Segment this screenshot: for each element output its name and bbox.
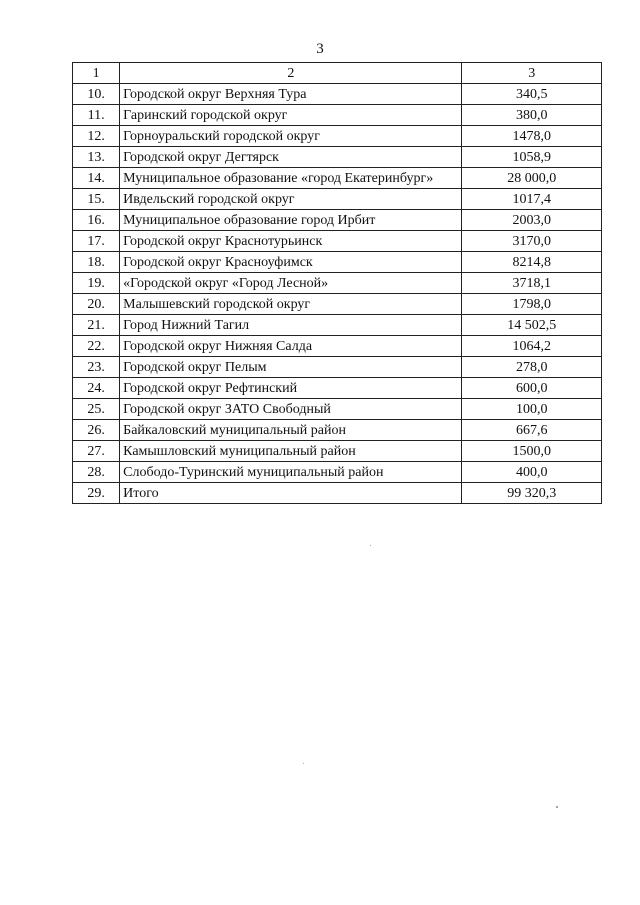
table-body <box>73 63 602 504</box>
amount-value: 667,6 <box>462 420 602 441</box>
table-row <box>73 336 602 357</box>
municipality-name: Городской округ Дегтярск <box>120 147 462 168</box>
table-row <box>73 147 602 168</box>
row-number: 25. <box>73 399 120 420</box>
amount-value: 100,0 <box>462 399 602 420</box>
amount-value: 3718,1 <box>462 273 602 294</box>
amount-value: 1058,9 <box>462 147 602 168</box>
amount-value: 1798,0 <box>462 294 602 315</box>
municipality-name: Гаринский городской округ <box>120 105 462 126</box>
amount-value: 28 000,0 <box>462 168 602 189</box>
table-row <box>73 483 602 504</box>
municipality-name: Камышловский муниципальный район <box>120 441 462 462</box>
header-cell-2: 2 <box>120 63 462 84</box>
amount-value: 99 320,3 <box>462 483 602 504</box>
municipality-name: Городской округ Красноуфимск <box>120 252 462 273</box>
table-row <box>73 168 602 189</box>
row-number: 15. <box>73 189 120 210</box>
municipality-name: Итого <box>120 483 462 504</box>
municipality-name: Ивдельский городской округ <box>120 189 462 210</box>
table-row <box>73 105 602 126</box>
municipality-name: Малышевский городской округ <box>120 294 462 315</box>
row-number: 13. <box>73 147 120 168</box>
municipality-name: «Городской округ «Город Лесной» <box>120 273 462 294</box>
amount-value: 14 502,5 <box>462 315 602 336</box>
amount-value: 400,0 <box>462 462 602 483</box>
table-row <box>73 462 602 483</box>
row-number: 20. <box>73 294 120 315</box>
header-cell-1: 1 <box>73 63 120 84</box>
row-number: 12. <box>73 126 120 147</box>
row-number: 26. <box>73 420 120 441</box>
municipality-name: Муниципальное образование «город Екатеринбург» <box>120 168 462 189</box>
table-row <box>73 378 602 399</box>
amount-value: 278,0 <box>462 357 602 378</box>
row-number: 28. <box>73 462 120 483</box>
table-row <box>73 231 602 252</box>
row-number: 24. <box>73 378 120 399</box>
table-row <box>73 399 602 420</box>
row-number: 27. <box>73 441 120 462</box>
table-row <box>73 84 602 105</box>
row-number: 11. <box>73 105 120 126</box>
amount-value: 380,0 <box>462 105 602 126</box>
municipality-name: Слободо-Туринский муниципальный район <box>120 462 462 483</box>
row-number: 29. <box>73 483 120 504</box>
amount-value: 1017,4 <box>462 189 602 210</box>
table-row <box>73 441 602 462</box>
allocation-table <box>72 62 602 504</box>
header-cell-3: 3 <box>462 63 602 84</box>
scan-speck <box>303 763 304 764</box>
amount-value: 1500,0 <box>462 441 602 462</box>
municipality-name: Городской округ ЗАТО Свободный <box>120 399 462 420</box>
table-row <box>73 189 602 210</box>
row-number: 18. <box>73 252 120 273</box>
municipality-name: Городской округ Пелым <box>120 357 462 378</box>
table-row <box>73 273 602 294</box>
page-number: 3 <box>316 41 324 57</box>
municipality-name: Горноуральский городской округ <box>120 126 462 147</box>
row-number: 21. <box>73 315 120 336</box>
amount-value: 1064,2 <box>462 336 602 357</box>
municipality-name: Муниципальное образование город Ирбит <box>120 210 462 231</box>
municipality-name: Город Нижний Тагил <box>120 315 462 336</box>
row-number: 23. <box>73 357 120 378</box>
municipality-name: Городской округ Краснотурьинск <box>120 231 462 252</box>
table-row <box>73 126 602 147</box>
row-number: 14. <box>73 168 120 189</box>
table-row <box>73 252 602 273</box>
amount-value: 2003,0 <box>462 210 602 231</box>
table-row <box>73 294 602 315</box>
municipality-name: Городской округ Верхняя Тура <box>120 84 462 105</box>
table-row <box>73 315 602 336</box>
row-number: 22. <box>73 336 120 357</box>
table-header-row <box>73 63 602 84</box>
municipality-name: Байкаловский муниципальный район <box>120 420 462 441</box>
municipality-name: Городской округ Нижняя Салда <box>120 336 462 357</box>
table-row <box>73 420 602 441</box>
row-number: 19. <box>73 273 120 294</box>
amount-value: 8214,8 <box>462 252 602 273</box>
scan-speck <box>556 806 558 808</box>
row-number: 16. <box>73 210 120 231</box>
row-number: 17. <box>73 231 120 252</box>
amount-value: 3170,0 <box>462 231 602 252</box>
scan-speck <box>370 545 371 546</box>
amount-value: 1478,0 <box>462 126 602 147</box>
amount-value: 600,0 <box>462 378 602 399</box>
table-row <box>73 357 602 378</box>
table-row <box>73 210 602 231</box>
amount-value: 340,5 <box>462 84 602 105</box>
row-number: 10. <box>73 84 120 105</box>
municipality-name: Городской округ Рефтинский <box>120 378 462 399</box>
